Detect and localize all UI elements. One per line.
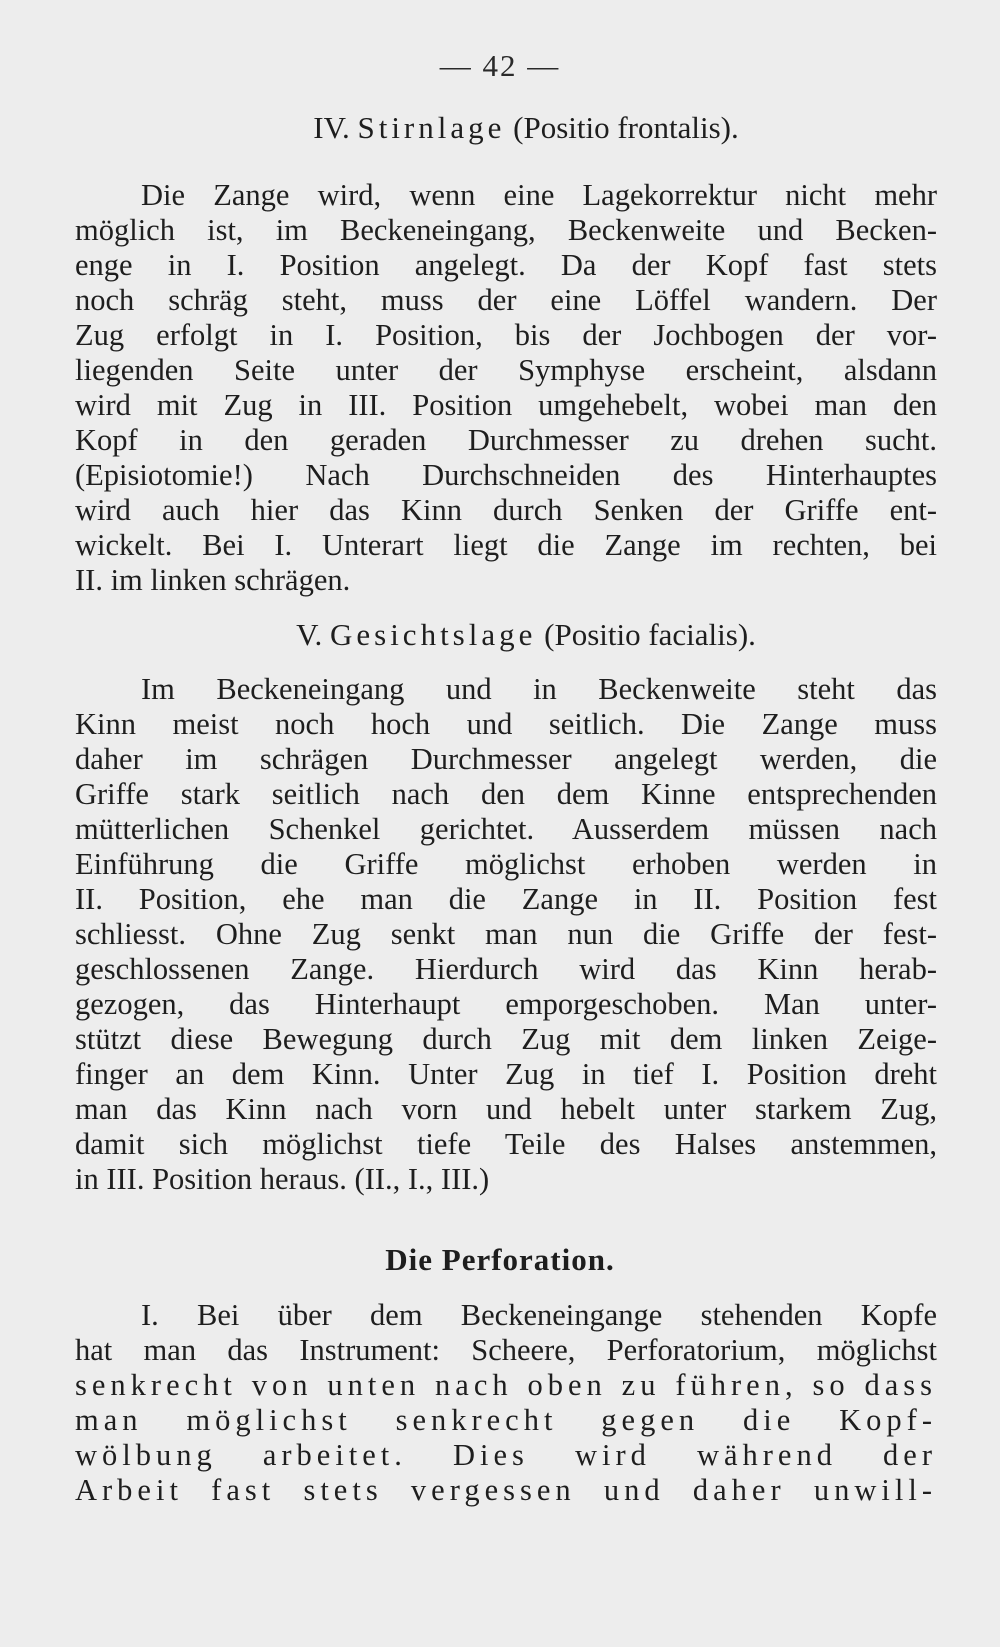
text-line: schliesst. Ohne Zug senkt man nun die Griffe der fest- — [75, 917, 937, 951]
text-line: Die Zange wird, wenn eine Lagekorrektur nicht mehr — [141, 178, 937, 212]
text-line: in III. Position heraus. (II., I., III.) — [75, 1162, 490, 1196]
page-number: — 42 — — [439, 48, 561, 83]
text-line: hat man das Instrument: Scheere, Perforatorium, möglichst — [75, 1333, 937, 1367]
section-heading-v: V. Gesichtslage (Positio facialis). — [296, 617, 756, 652]
text-line: daher im schrägen Durchmesser angelegt werden, die — [75, 742, 937, 776]
text-line: man möglichst senkrecht gegen die Kopf- — [75, 1403, 937, 1437]
text-line: man das Kinn nach vorn und hebelt unter starkem Zug, — [75, 1092, 937, 1126]
text-line: Griffe stark seitlich nach den dem Kinne entsprechenden — [75, 777, 937, 811]
text-line: finger an dem Kinn. Unter Zug in tief I. Position dreht — [75, 1057, 937, 1091]
text-line: enge in I. Position angelegt. Da der Kopf fast stets — [75, 248, 937, 282]
text-line: wölbung arbeitet. Dies wird während der — [75, 1438, 937, 1472]
text-line: Im Beckeneingang und in Beckenweite steht das — [141, 672, 937, 706]
section-stirnlage — [75, 110, 937, 598]
text-line: stützt diese Bewegung durch Zug mit dem linken Zeige- — [75, 1022, 937, 1056]
section-gesichtslage — [75, 617, 937, 1197]
text-line: Zug erfolgt in I. Position, bis der Jochbogen der vor- — [75, 318, 937, 352]
section-heading-iv: IV. Stirnlage (Positio frontalis). — [313, 110, 739, 145]
text-line: gezogen, das Hinterhaupt emporgeschoben. Man unter- — [75, 987, 937, 1021]
text-line: II. im linken schrägen. — [75, 563, 351, 597]
text-line: (Episiotomie!) Nach Durchschneiden des Hinterhauptes — [75, 458, 937, 492]
text-line: Kinn meist noch hoch und seitlich. Die Zange muss — [75, 707, 937, 741]
text-line: damit sich möglichst tiefe Teile des Halses anstemmen, — [75, 1127, 937, 1161]
section-perforation — [75, 1298, 937, 1508]
text-line: Einführung die Griffe möglichst erhoben werden in — [75, 847, 937, 881]
text-line: möglich ist, im Beckeneingang, Beckenweite und Becken- — [75, 213, 937, 247]
text-line: senkrecht von unten nach oben zu führen, so dass — [75, 1368, 937, 1402]
text-line: Arbeit fast stets vergessen und daher unwill- — [75, 1473, 937, 1507]
text-line: liegenden Seite unter der Symphyse erscheint, alsdann — [75, 353, 937, 387]
text-line: Kopf in den geraden Durchmesser zu drehen sucht. — [75, 423, 937, 457]
text-line: I. Bei über dem Beckeneingange stehenden Kopfe — [141, 1298, 937, 1332]
text-line: noch schräg steht, muss der eine Löffel wandern. Der — [75, 283, 937, 317]
text-line: wickelt. Bei I. Unterart liegt die Zange im rechten, bei — [75, 528, 937, 562]
text-line: wird auch hier das Kinn durch Senken der Griffe ent- — [75, 493, 937, 527]
text-line: II. Position, ehe man die Zange in II. Position fest — [75, 882, 937, 916]
text-line: geschlossenen Zange. Hierdurch wird das Kinn herab- — [75, 952, 937, 986]
chapter-title: Die Perforation. — [385, 1242, 615, 1277]
text-line: wird mit Zug in III. Position umgehebelt, wobei man den — [75, 388, 937, 422]
text-line: mütterlichen Schenkel gerichtet. Ausserdem müssen nach — [75, 812, 937, 846]
